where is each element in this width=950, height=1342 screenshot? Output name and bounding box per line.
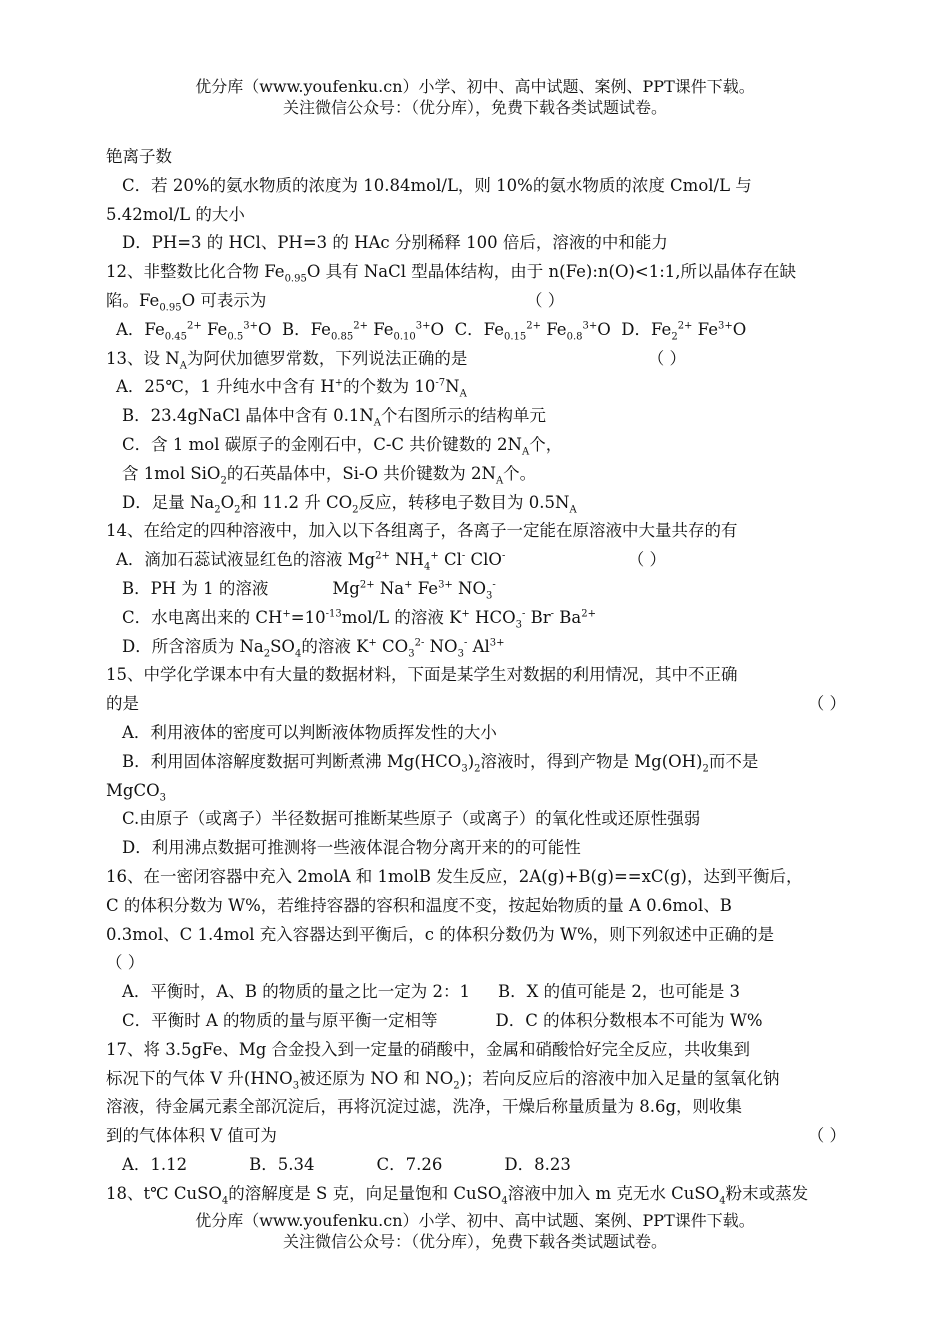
q13-option-a: A．25℃，1 升纯水中含有 H+的个数为 $10^{-7}N_A$	[116, 377, 467, 400]
q11-continuation: 铯离子数	[106, 147, 172, 166]
answer-paren: （ ）	[647, 348, 686, 368]
q12-options: A．$Fe_{0.45}^{2+}$ $Fe_{0.5}^{3+}O$ B．$Fe_{0.85}^{2+}$ $Fe_{0.10}^{3+}O$ C．$Fe_{0.15}^{2+}$ $Fe_{0.8}^{3+}O$ D．$Fe_2^{2+}$ $Fe^{3+}O$	[116, 319, 747, 343]
q11-option-c: C．若 20%的氨水物质的浓度为 10.84mol/L，则 10%的氨水物质的浓度 Cmol/L 与	[122, 175, 752, 195]
q15-option-c: C.由原子（或离子）半径数据可推断某些原子（或离子）的氧化性或还原性强弱	[122, 809, 701, 829]
q11-option-d: D．PH=3 的 HCl、PH=3 的 HAc 分别稀释 100 倍后，溶液的中和能力	[122, 233, 668, 253]
q15-option-d: D．利用沸点数据可推测将一些液体混合物分离开来的的可能性	[122, 838, 581, 858]
q17-stem: 17、将 3.5gFe、Mg 合金投入到一定量的硝酸中，金属和硝酸恰好完全反应，共收集到	[106, 1039, 751, 1059]
footer-line-2: 关注微信公众号：（优分库），免费下载各类试题试卷。	[282, 1232, 667, 1251]
q15-option-b-cont: MgCO$_3$	[106, 780, 166, 803]
answer-paren: （ ）	[627, 550, 666, 570]
q17-stem-3: 溶液，待金属元素全部沉淀后，再将沉淀过滤，洗净，干燥后称量质量为 8.6g，则收集	[106, 1097, 743, 1117]
q17-stem-2: 标况下的气体 V 升($HNO_3$被还原为 NO 和 $NO_2$)；若向反应后的溶液中加入足量的氢氧化钠	[106, 1068, 780, 1091]
q13-option-c-cont: 含 1mol SiO$_2$的石英晶体中，Si-O 共价键数为 $2N_A$个。	[122, 463, 537, 487]
q16-stem-3: 0.3mol、C 1.4mol 充入容器达到平衡后，c 的体积分数仍为 W%，则下列叙述中正确的是	[106, 924, 775, 944]
q14-stem: 14、在给定的四种溶液中，加入以下各组离子，各离子一定能在原溶液中大量共存的有	[106, 521, 738, 541]
q14-option-a: A．滴加石蕊试液显红色的溶液 $Mg^{2+}$ $NH_4^+$ Cl- ClO- （ ）	[106, 546, 856, 575]
answer-paren: （ ）	[106, 953, 145, 973]
answer-paren: （ ）	[526, 290, 565, 310]
q13-stem: 13、设 $N_A$为阿伏加德罗常数，下列说法正确的是 （ ）	[106, 345, 856, 374]
q16-options-ab: A．平衡时，A、B 的物质的量之比一定为 2：1 B．X 的值可能是 2，也可能是 3	[122, 982, 741, 1002]
header-line-2: 关注微信公众号：（优分库），免费下载各类试题试卷。	[282, 98, 667, 117]
q16-stem-2: C 的体积分数为 W%，若维持容器的容积和温度不变，按起始物质的量 A 0.6mol、B	[106, 895, 732, 915]
q15-stem: 15、中学化学课本中有大量的数据材料，下面是某学生对数据的利用情况，其中不正确	[106, 665, 738, 685]
q12-stem-cont: 陷。$Fe_{0.95}O$ 可表示为 （ ）	[106, 287, 856, 316]
q15-option-b: B．利用固体溶解度数据可判断煮沸 $Mg(HCO_3)_2$溶液时，得到产物是 $Mg(OH)_2$而不是	[122, 751, 759, 775]
q18-stem: 18、t℃ CuSO$_4$的溶解度是 S 克，向足量饱和 CuSO$_4$溶液中加入 m 克无水 CuSO$_4$粉末或蒸发	[106, 1183, 809, 1206]
document-body	[106, 143, 856, 1208]
header-line-1: 优分库（www.youfenku.cn）小学、初中、高中试题、案例、PPT课件下载。	[195, 77, 755, 96]
footer-line-1: 优分库（www.youfenku.cn）小学、初中、高中试题、案例、PPT课件下载。	[195, 1211, 755, 1230]
q16-paren-line	[106, 949, 856, 978]
answer-paren: （ ）	[807, 1126, 846, 1146]
q13-option-c: C．含 1 mol 碳原子的金刚石中，C-C 共价键数的 $2N_A$个，	[122, 434, 563, 458]
q14-option-b: B．PH 为 1 的溶液 $Mg^{2+}$ Na+ $Fe^{3+}$ $NO_3^-$	[122, 578, 496, 602]
page-footer	[0, 1210, 950, 1252]
q16-options-cd: C．平衡时 A 的物质的量与原平衡一定相等 D．C 的体积分数根本不可能为 W%	[122, 1010, 763, 1030]
q12-stem: 12、非整数比化合物 $Fe_{0.95}O$ 具有 NaCl 型晶体结构，由于 n(Fe):n(O)<1:1,所以晶体存在缺	[106, 262, 797, 285]
q13-option-b: B．23.4gNaCl 晶体中含有 $0.1N_A$个右图所示的结构单元	[122, 406, 547, 429]
q16-stem: 16、在一密闭容器中充入 2molA 和 1molB 发生反应，2A(g)+B(g)==xC(g)，达到平衡后，	[106, 866, 803, 886]
q15-option-a: A．利用液体的密度可以判断液体物质挥发性的大小	[122, 722, 497, 742]
answer-paren: （ ）	[807, 694, 846, 714]
q17-stem-4: 到的气体体积 V 值可为 （ ）	[106, 1122, 856, 1151]
page-header	[0, 76, 950, 118]
q14-option-c: C．水电离出来的 $CH^+=10^{-13}mol/L$ 的溶液 K+ $HCO_3^-$ Br- $Ba^{2+}$	[122, 607, 596, 631]
q11-option-c-cont: 5.42mol/L 的大小	[106, 204, 245, 224]
q17-options: A．1.12 B．5.34 C．7.26 D．8.23	[122, 1154, 571, 1174]
q14-option-d: D．所含溶质为 $Na_2SO_4$的溶液 K+ $CO_3^{2-}$ $NO_3^-$ $Al^{3+}$	[122, 636, 505, 659]
q13-option-d: D．足量 $Na_2O_2$和 11.2 升 $CO_2$反应，转移电子数目为 $0.5N_A$	[122, 492, 577, 515]
q15-stem-cont: 的是 （ ）	[106, 690, 856, 719]
